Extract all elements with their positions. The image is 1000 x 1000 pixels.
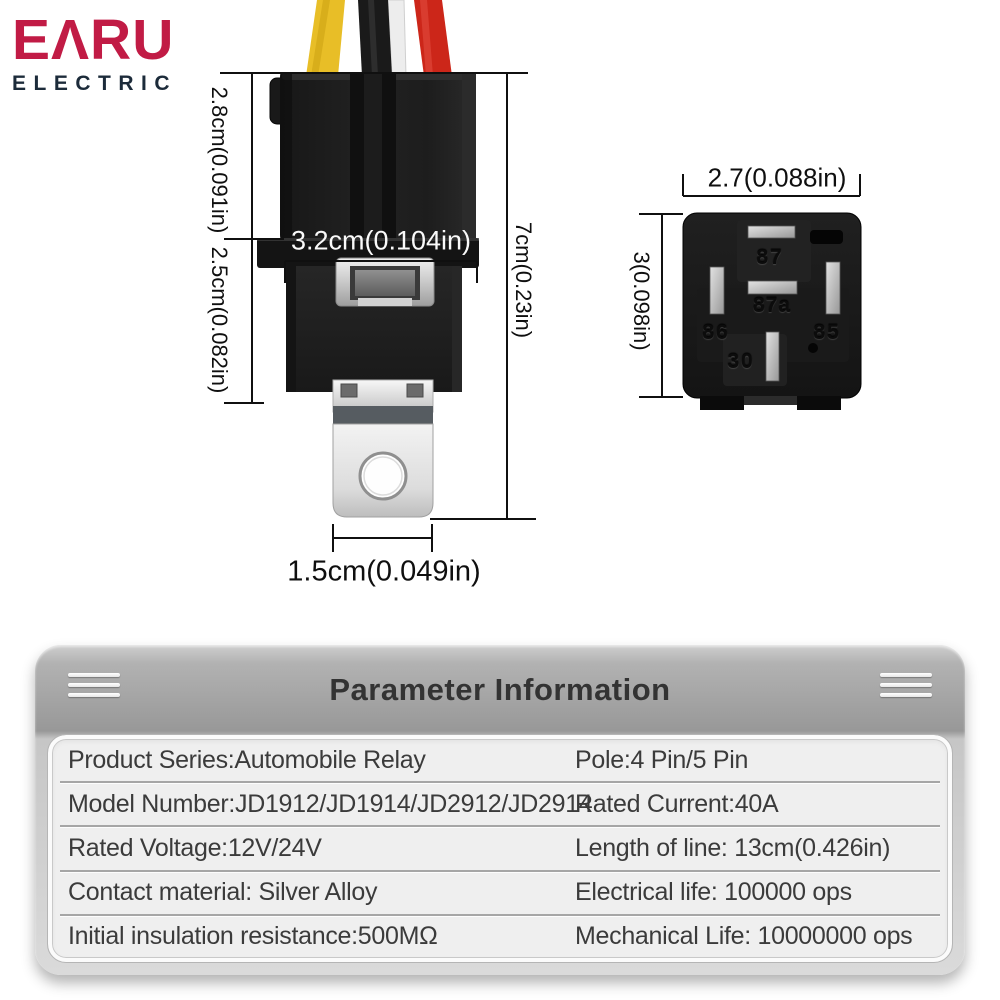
pin-label-30: 30 <box>727 350 755 373</box>
panel-title: Parameter Information <box>329 672 671 707</box>
brand-logo-text: EΛRU <box>12 8 175 72</box>
brand-logo <box>12 8 202 96</box>
relay-top-slot <box>810 230 843 244</box>
spec-insulation-resistance: Initial insulation resistance:500MΩ <box>68 922 438 951</box>
table-row <box>60 739 940 783</box>
pin-85-blade <box>826 262 840 314</box>
table-row <box>60 783 940 827</box>
pin-87-blade <box>748 226 795 238</box>
dim-total-height: 7cm(0.23in) <box>511 221 536 339</box>
pin-label-85: 85 <box>813 321 841 344</box>
pin-86-blade <box>710 267 724 314</box>
wire-red <box>414 0 452 76</box>
spec-model-number: Model Number:JD1912/JD1914/JD2912/JD2914 <box>68 789 593 818</box>
dim-bracket-width: 1.5cm(0.049in) <box>287 555 481 588</box>
dim-relay-height: 2.5cm(0.082in) <box>207 246 232 394</box>
parameter-panel <box>35 645 965 975</box>
spec-table <box>48 735 952 962</box>
dim-relay-depth: 3(0.098in) <box>629 251 654 351</box>
mounting-bracket-illustration <box>333 380 433 517</box>
pin-label-87a: 87a <box>752 294 792 317</box>
pin-30-blade <box>766 332 779 381</box>
table-row <box>60 872 940 916</box>
pin-label-87: 87 <box>756 246 784 269</box>
grip-lines-icon <box>68 673 120 697</box>
table-row <box>60 827 940 871</box>
spec-rated-current: Rated Current:40A <box>575 789 779 818</box>
wires <box>306 0 452 76</box>
grip-lines-icon <box>880 673 932 697</box>
spec-rated-voltage: Rated Voltage:12V/24V <box>68 834 322 862</box>
spec-line-length: Length of line: 13cm(0.426in) <box>575 834 891 862</box>
spec-pole: Pole:4 Pin/5 Pin <box>575 745 749 774</box>
dim-relay-width: 2.7(0.088in) <box>707 162 847 193</box>
relay-bottom-view-illustration <box>639 174 861 410</box>
table-row <box>60 916 940 958</box>
parameter-panel-header <box>35 645 965 735</box>
dim-body-width: 3.2cm(0.104in) <box>290 225 472 256</box>
spec-contact-material: Contact material: Silver Alloy <box>68 878 378 907</box>
spec-electrical-life: Electrical life: 100000 ops <box>575 878 852 907</box>
dim-socket-height: 2.8cm(0.091in) <box>207 86 232 234</box>
brand-logo-subtext: ELECTRIC <box>12 72 177 95</box>
spec-mechanical-life: Mechanical Life: 10000000 ops <box>575 922 913 951</box>
spec-product-series: Product Series:Automobile Relay <box>68 745 426 774</box>
pin-87a-blade <box>748 281 797 294</box>
pin-label-86: 86 <box>702 321 730 344</box>
bracket-hole <box>360 453 406 499</box>
